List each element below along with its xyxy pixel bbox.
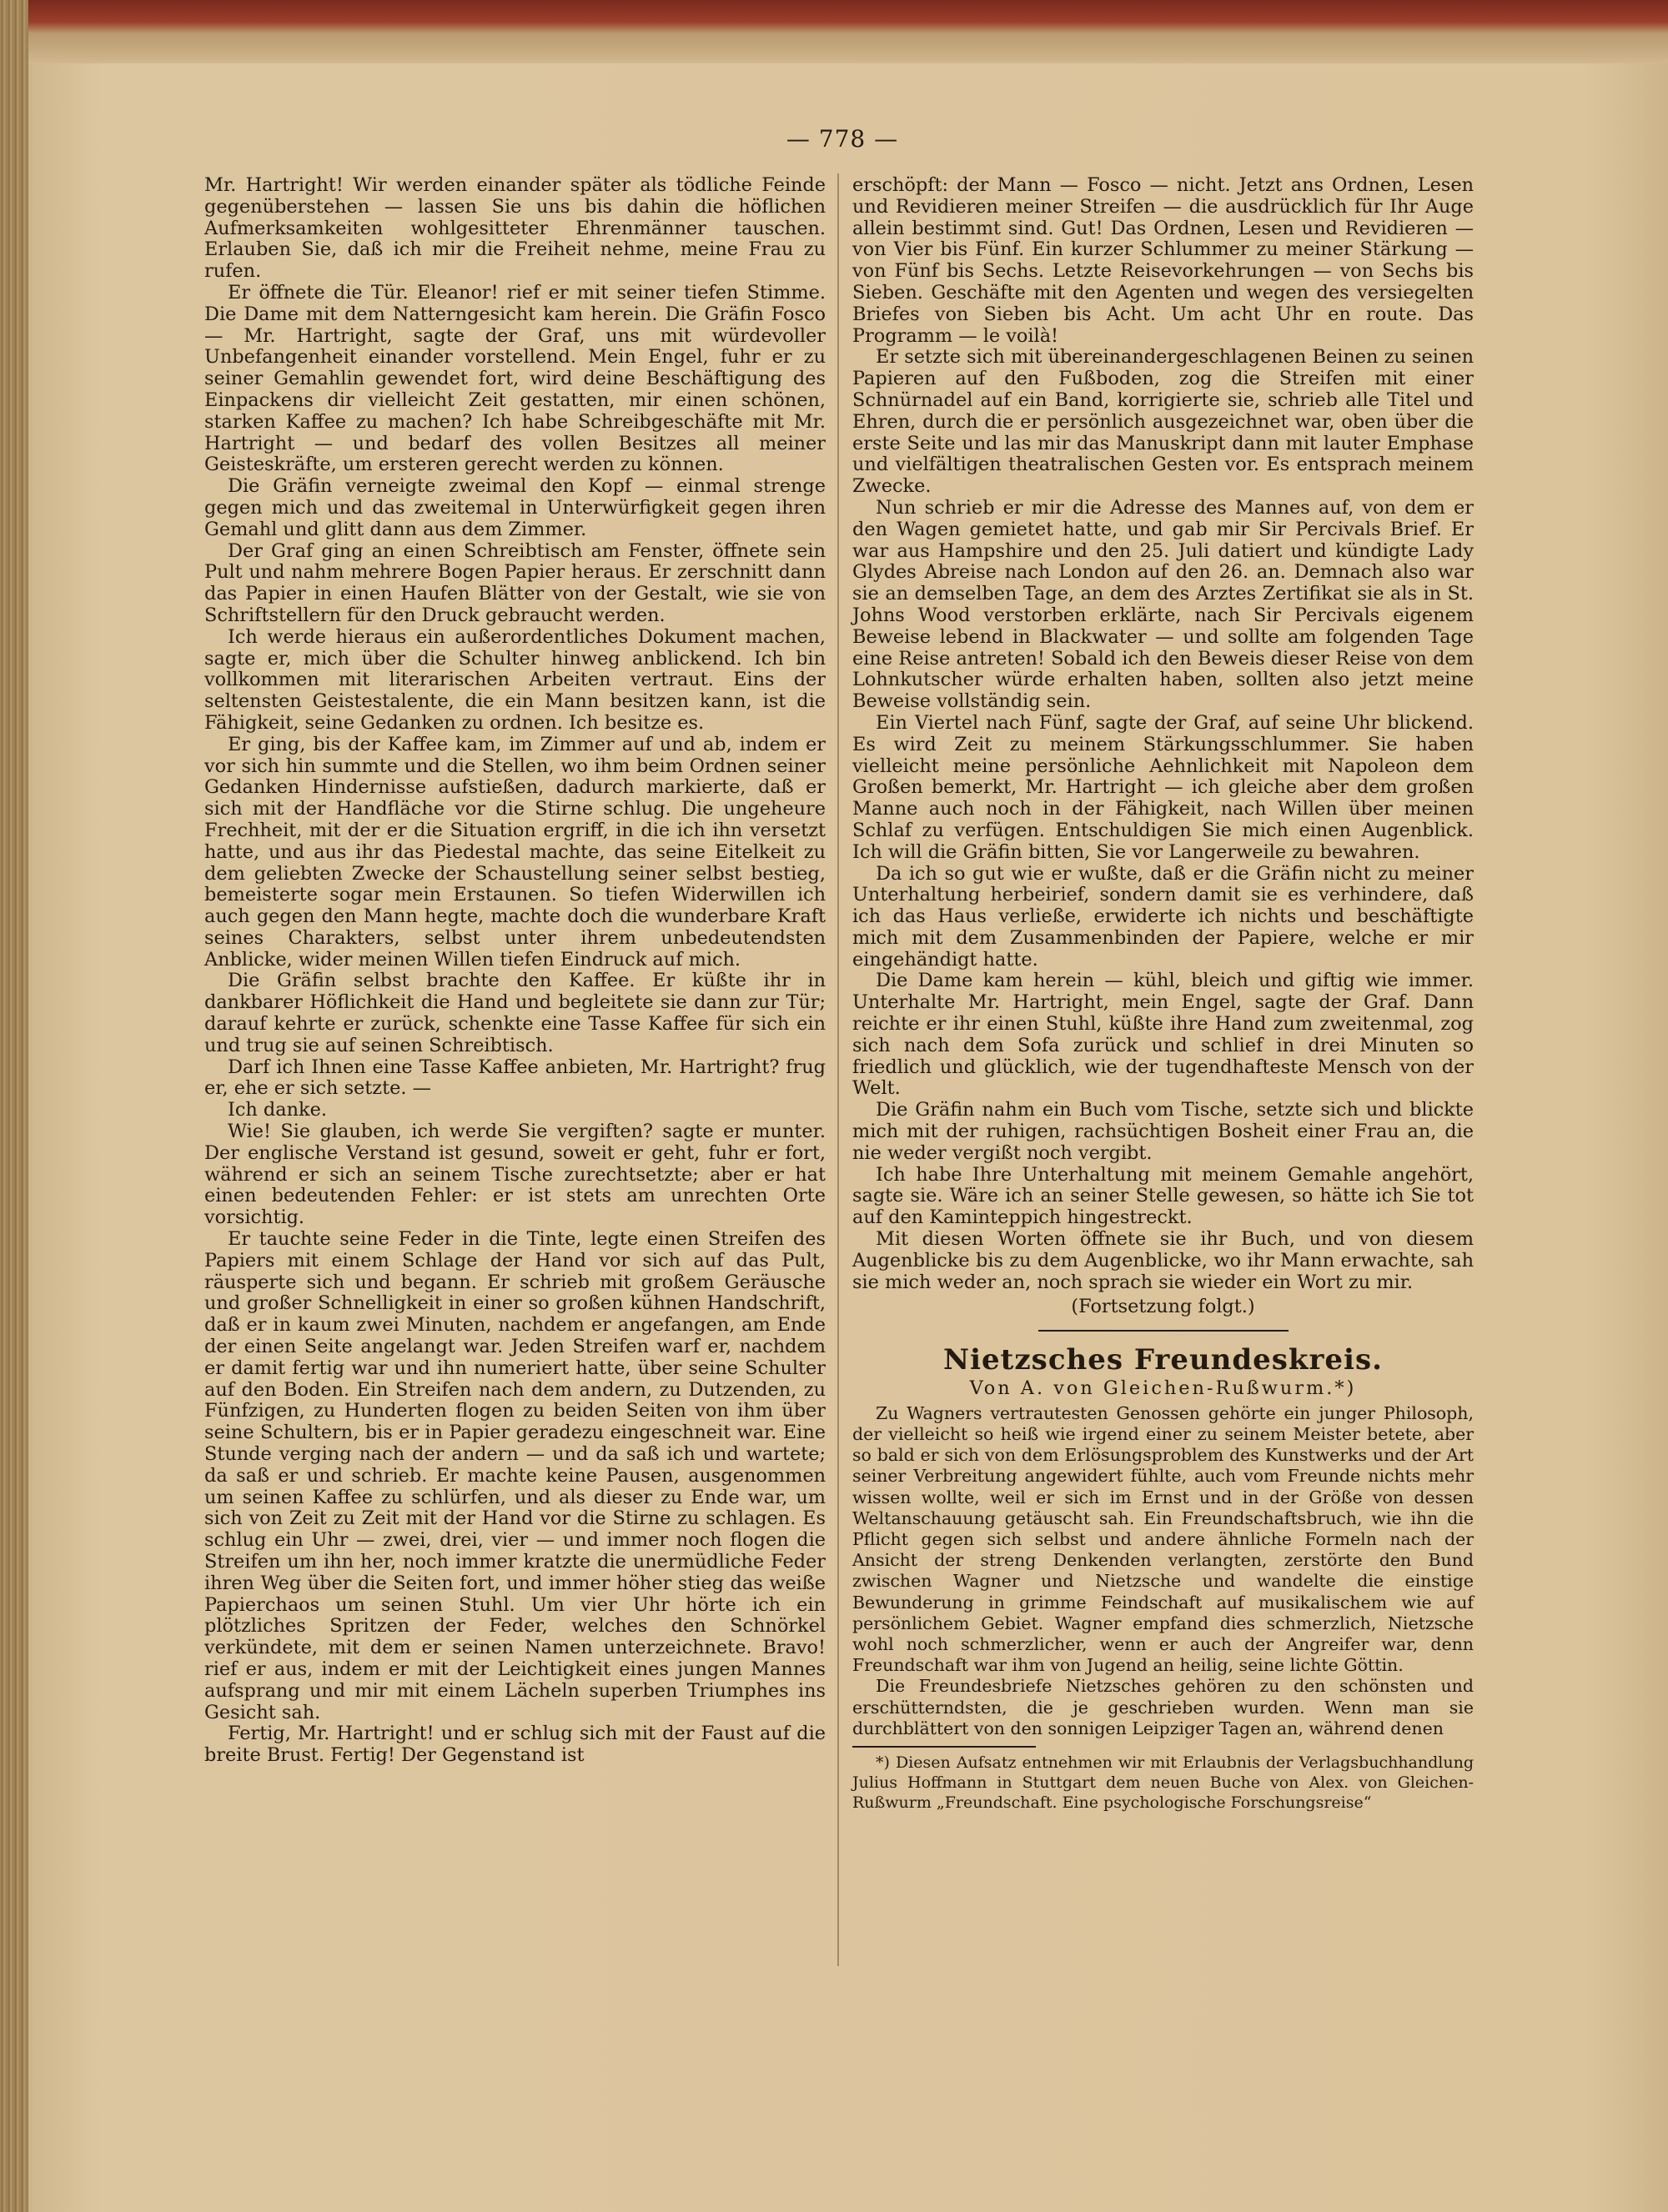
paragraph: Mit diesen Worten öffnete sie ihr Buch, und von diesem Augenblicke bis zu dem Augenblicke, wo ihr Mann erwachte, sah sie mich weder an, noch sprach sie wieder ein Wort zu mir.	[852, 1228, 1474, 1293]
paragraph: Er öffnete die Tür. Eleanor! rief er mit seiner tiefen Stimme. Die Dame mit dem Natterngesicht kam herein. Die Gräfin Fosco — Mr. Hartright, sagte der Graf, uns mit würdevoller Unbefangenheit einander vorstellend. Mein Engel, fuhr er zu seiner Gemahlin gewendet fort, wird deine Beschäftigung des Einpackens dir vielleicht Zeit gestatten, mir einen schönen, starken Kaffee zu machen? Ich habe Schreibgeschäfte mit Mr. Hartright — und bedarf des vollen Besitzes all meiner Geisteskräfte, um ersteren gerecht werden zu können.	[204, 281, 826, 476]
column-divider	[837, 173, 839, 1966]
paragraph: Ich habe Ihre Unterhaltung mit meinem Gemahle angehört, sagte sie. Wäre ich an seiner Stelle gewesen, so hätte ich Sie tot auf den Kaminteppich hingestreckt.	[852, 1163, 1474, 1229]
paragraph: Ich werde hieraus ein außerordentliches Dokument machen, sagte er, mich über die Schulter hinweg anblickend. Ich bin vollkommen mit literarischen Arbeiten vertraut. Eins der seltensten Geistestalente, die ein Mann besitzen kann, ist die Fähigkeit, seine Gedanken zu ordnen. Ich besitze es.	[204, 625, 826, 734]
footnote: *) Diesen Aufsatz entnehmen wir mit Erlaubnis der Verlagsbuchhandlung Julius Hoffmann in Stuttgart dem neuen Buche von Alex. von Gleichen-Rußwurm „Freundschaft. Eine psychologische Forschungsreise“	[852, 1753, 1474, 1813]
page-number: — 778 —	[786, 125, 899, 153]
paragraph: Die Dame kam herein — kühl, bleich und giftig wie immer. Unterhalte Mr. Hartright, mein Engel, sagte der Graf. Dann reichte er ihr einen Stuhl, küßte ihre Hand zum zweitenmal, zog sich nach dem Sofa zurück und schlief in drei Minuten so friedlich und glücklich, wie der tugendhafteste Mensch von der Welt.	[852, 970, 1474, 1100]
article-paragraph: Zu Wagners vertrautesten Genossen gehörte ein junger Philosoph, der vielleicht so heiß wie irgend einer zu seinem Meister betete, aber so bald er sich von dem Erlösungsproblem des Kunstwerks und der Art seiner Verbreitung angewidert fühlte, auch vom Freunde nichts mehr wissen wollte, weil er sich im Ernst und in der Größe von dessen Weltanschauung getäuscht sah. Ein Freundschaftsbruch, wie ihn die Pflicht gegen sich selbst und andere ähnliche Formeln nach der Ansicht der streng Denkenden verlangten, zerstörte den Bund zwischen Wagner und Nietzsche und wandelte die einstige Bewunderung in grimme Feindschaft auf musikalischem wie auf persönlichem Gebiet. Wagner empfand dies schmerzlich, Nietzsche wohl noch schmerzlicher, wenn er auch der Angreifer war, denn Freundschaft war ihm von Jugend an heilig, seine lichte Göttin.	[852, 1402, 1474, 1676]
page-top-edge	[0, 0, 1668, 63]
paragraph: Mr. Hartright! Wir werden einander später als tödliche Feinde gegenüberstehen — lassen Sie uns bis dahin die höflichen Aufmerksamkeiten wohlgesitteter Ehrenmänner tauschen. Erlauben Sie, daß ich mir die Freiheit nehme, meine Frau zu rufen.	[204, 174, 826, 283]
right-column	[852, 175, 1474, 1813]
left-column	[204, 175, 826, 1767]
paragraph: Die Gräfin selbst brachte den Kaffee. Er küßte ihr in dankbarer Höflichkeit die Hand und begleitete sie dann zur Tür; darauf kehrte er zurück, schenkte eine Tasse Kaffee für sich ein und trug sie auf seinen Schreibtisch.	[204, 970, 826, 1056]
paragraph: Die Gräfin verneigte zweimal den Kopf — einmal strenge gegen mich und das zweitemal in Unterwürfigkeit gegen ihren Gemahl und glitt dann aus dem Zimmer.	[204, 475, 826, 540]
article-title: Nietzsches Freundeskreis.	[943, 1343, 1383, 1377]
paragraph: Ein Viertel nach Fünf, sagte der Graf, auf seine Uhr blickend. Es wird Zeit zu meinem Stärkungsschlummer. Sie haben vielleicht meine persönliche Aehnlichkeit mit Napoleon dem Großen bemerkt, Mr. Hartright — ich gleiche aber dem großen Manne auch noch in der Fähigkeit, nach Willen über meinen Schlaf zu verfügen. Entschuldigen Sie mich einen Augenblick. Ich will die Gräfin bitten, Sie vor Langerweile zu bewahren.	[852, 711, 1474, 863]
paragraph: Er ging, bis der Kaffee kam, im Zimmer auf und ab, indem er vor sich hin summte und die Stellen, wo ihm beim Ordnen seiner Gedanken Hindernisse aufstießen, dadurch markierte, daß er sich mit der Handfläche vor die Stirne schlug. Die ungeheure Frechheit, mit der er die Situation ergriff, in die ich ihn versetzt hatte, und aus ihr das Piedestal machte, das seine Eitelkeit zu dem geliebten Zwecke der Schaustellung seiner selbst bestieg, bemeisterte sogar mein Erstaunen. So tiefen Widerwillen ich auch gegen den Mann hegte, machte doch die wunderbare Kraft seines Charakters, selbst unter ihrem unbedeutendsten Anblicke, wider meinen Willen tiefen Eindruck auf mich.	[204, 733, 826, 971]
paragraph: Ich danke.	[228, 1099, 327, 1121]
paragraph: Die Gräfin nahm ein Buch vom Tische, setzte sich und blickte mich mit der ruhigen, rachsüchtigen Bosheit einer Frau an, die nie weder vergißt noch vergibt.	[852, 1099, 1474, 1164]
article-author: Von A. von Gleichen-Rußwurm.*)	[969, 1377, 1357, 1400]
footnote-rule	[852, 1746, 1036, 1748]
paragraph: Nun schrieb er mir die Adresse des Mannes auf, von dem er den Wagen gemietet hatte, und gab mir Sir Percivals Brief. Er war aus Hampshire und den 25. Juli datiert und kündigte Lady Glydes Abreise nach London auf den 26. an. Demnach also war sie an demselben Tage, an dem des Arztes Zertifikat sie als in St. Johns Wood verstorben erklärte, nach Sir Percivals eigenem Beweise lebend in Blackwater — und sollte am folgenden Tage eine Reise antreten! Sobald ich den Beweis dieser Reise von dem Lohnkutscher würde erhalten haben, sollten also jetzt meine Beweise vollständig sein.	[852, 496, 1474, 713]
paragraph: erschöpft: der Mann — Fosco — nicht. Jetzt ans Ordnen, Lesen und Revidieren meiner Streifen — die ausdrücklich für Ihr Auge allein bestimmt sind. Gut! Das Ordnen, Lesen und Revidieren — von Vier bis Fünf. Ein kurzer Schlummer zu meiner Stärkung — von Fünf bis Sechs. Letzte Reisevorkehrungen — von Sechs bis Sieben. Geschäfte mit den Agenten und wegen des versiegelten Briefes von Sieben bis Acht. Um acht Uhr en route. Das Programm — le voilà!	[852, 174, 1474, 347]
paragraph: Darf ich Ihnen eine Tasse Kaffee anbieten, Mr. Hartright? frug er, ehe er sich setzte. —	[204, 1056, 826, 1100]
paragraph: Er tauchte seine Feder in die Tinte, legte einen Streifen des Papiers mit einem Schlage der Hand vor sich auf das Pult, räusperte sich und begann. Er schrieb mit großem Geräusche und großer Schnelligkeit in einer so großen kühnen Handschrift, daß er in kaum zwei Minuten, nachdem er angefangen, am Ende der einen Seite angelangt war. Jeden Streifen warf er, nachdem er damit fertig war und ihn numeriert hatte, über seine Schulter auf den Boden. Ein Streifen nach dem andern, zu Dutzenden, zu Fünfzigen, zu Hunderten flogen zu beiden Seiten von ihm über seine Schultern, bis er in Papier geradezu eingeschneit war. Eine Stunde verging nach der andern — und da saß ich und wartete; da saß er und schrieb. Er machte keine Pausen, ausgenommen um seinen Kaffee zu schlürfen, und als dieser zu Ende war, um sich von Zeit zu Zeit mit der Hand vor die Stirne zu schlagen. Es schlug ein Uhr — zwei, drei, vier — und immer noch flogen die Streifen um ihn her, noch immer kratzte die unermüdliche Feder ihren Weg über die Seiten fort, und immer höher stieg das weiße Papierchaos um seinen Stuhl. Um vier Uhr hörte ich ein plötzliches Spritzen der Feder, welches den Schnörkel verkündete, mit dem er seinen Namen unterzeichnete. Bravo! rief er aus, indem er mit der Leichtigkeit eines jungen Mannes aufsprang und mir mit einem Lächeln superben Triumphes ins Gesicht sah.	[204, 1228, 826, 1723]
paragraph: Der Graf ging an einen Schreibtisch am Fenster, öffnete sein Pult und nahm mehrere Bogen Papier heraus. Er zerschnitt dann das Papier in einen Haufen Blätter von der Gestalt, wie sie von Schriftstellern für den Druck gebraucht werden.	[204, 539, 826, 626]
article-separator	[1038, 1330, 1289, 1332]
paragraph: Er setzte sich mit übereinandergeschlagenen Beinen zu seinen Papieren auf den Fußboden, zog die Streifen mit einer Schnürnadel auf ein Band, korrigierte sie, schrieb alle Titel und Ehren, durch die er persönlich ausgezeichnet war, oben über die erste Seite und las mir das Manuskript dann mit lauter Emphase und vielfältigen theatralischen Gesten vor. Es entsprach meinem Zwecke.	[852, 346, 1474, 498]
paragraph: Da ich so gut wie er wußte, daß er die Gräfin nicht zu meiner Unterhaltung herbeirief, sondern damit sie es verhindere, daß ich das Haus verließe, erwiderte ich nichts und beschäftigte mich mit dem Zusammenbinden der Papiere, welche er mir eingehändigt hatte.	[852, 862, 1474, 971]
paragraph: Wie! Sie glauben, ich werde Sie vergiften? sagte er munter. Der englische Verstand ist gesund, soweit er geht, fuhr er fort, während er sich an seinem Tische zurechtsetzte; aber er hat einen bedeutenden Fehler: er ist stets am unrechten Orte vorsichtig.	[204, 1121, 826, 1229]
novel-continuation	[852, 175, 1474, 1293]
book-spine-edge	[0, 0, 28, 2212]
paragraph: Fertig, Mr. Hartright! und er schlug sich mit der Faust auf die breite Brust. Fertig! Der Gegenstand ist	[204, 1723, 826, 1767]
continued-note: (Fortsetzung folgt.)	[1071, 1296, 1255, 1318]
article-paragraph: Die Freundesbriefe Nietzsches gehören zu den schönsten und erschütterndsten, die je geschrieben wurden. Wenn man sie durchblättert von den sonnigen Leipziger Tagen an, während denen	[852, 1676, 1474, 1738]
